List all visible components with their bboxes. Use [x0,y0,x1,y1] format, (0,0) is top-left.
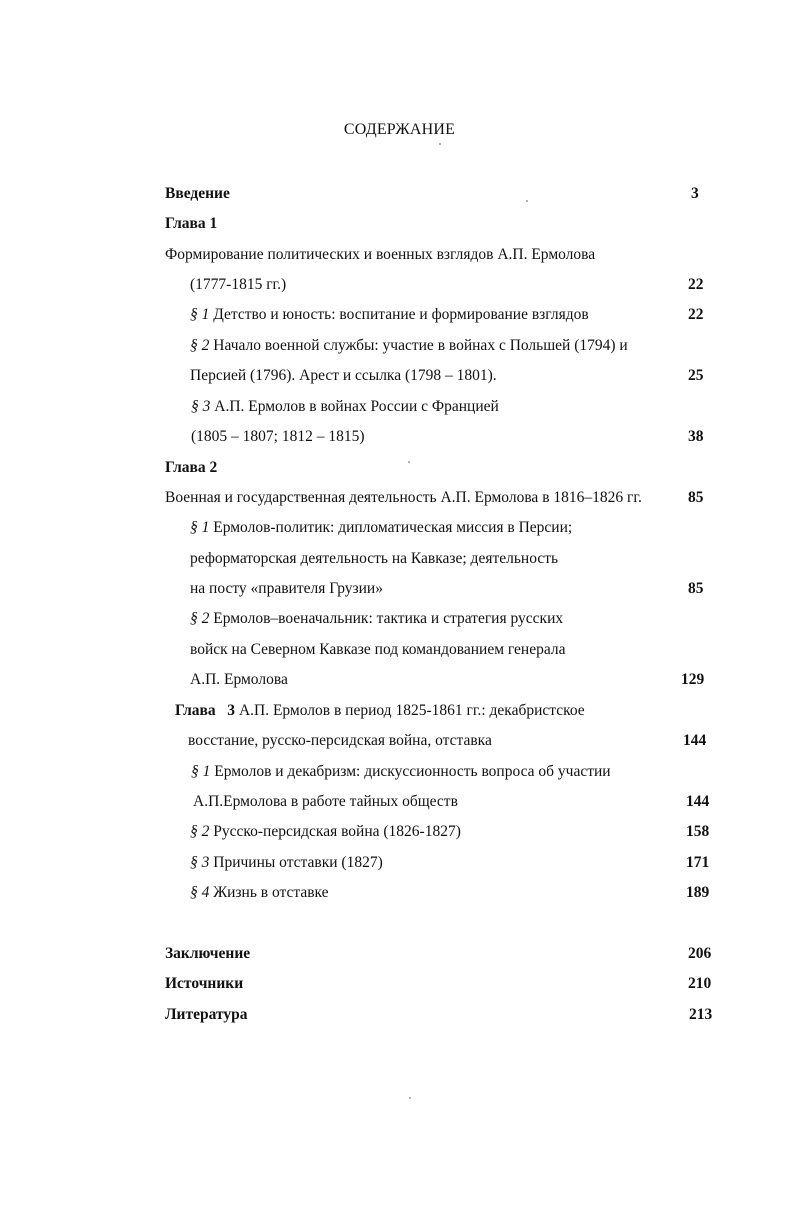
toc-chapter1-page: 22 [688,276,704,293]
toc-ch1-section3 [191,397,499,417]
toc-chapter3-title-line2: восстание, русско-персидская война, отставка [188,732,492,749]
toc-intro-page: 3 [691,185,699,202]
toc-ch2-section1-line3: на посту «правителя Грузии» [190,580,383,597]
toc-ch1-section2-page: 25 [688,367,704,384]
scan-speck [408,461,410,463]
toc-ch1-section1 [190,305,589,325]
toc-chapter3-heading: Глава 3 [175,702,236,719]
toc-ch2-section2-page: 129 [681,671,705,688]
toc-ch1-section3-page: 38 [688,428,704,445]
section-mark: § 2 [190,823,210,840]
toc-chapter2-heading: Глава 2 [165,459,218,476]
section-mark: § 4 [190,884,210,901]
toc-ch2-section2 [190,609,563,629]
toc-conclusion-page: 206 [688,945,712,962]
section-title: Ермолов–военачальник: тактика и стратегия русских [213,610,564,627]
toc-sources-page: 210 [688,975,712,992]
section-mark: § 1 [191,763,211,780]
toc-chapter1-title-line1: Формирование политических и военных взглядов А.П. Ермолова [165,246,596,263]
page-title: СОДЕРЖАНИЕ [343,121,456,138]
section-mark: § 2 [190,337,210,354]
scan-speck [526,200,528,202]
toc-intro-label: Введение [165,185,230,202]
section-title: Ермолов и декабризм: дискуссионность вопроса об участии [214,763,611,780]
toc-ch3-section2 [190,822,461,842]
toc-chapter3-page: 144 [683,732,707,749]
toc-ch3-section2-page: 158 [686,823,710,840]
toc-literature-page: 213 [689,1006,713,1023]
toc-chapter2-page: 85 [688,489,704,506]
scan-speck [439,143,441,145]
section-title: Начало военной службы: участие в войнах с Польшей (1794) и [213,337,628,354]
toc-ch3-section3-page: 171 [686,854,710,871]
toc-chapter3-title-line1: А.П. Ермолов в период 1825-1861 гг.: декабристское [238,702,585,719]
toc-ch2-section1-page: 85 [688,580,704,597]
toc-chapter2-title-line1: Военная и государственная деятельность А.П. Ермолова в 1816–1826 гг. [165,489,642,506]
section-mark: § 3 [190,854,210,871]
toc-ch3-section1-line2: А.П.Ермолова в работе тайных обществ [193,793,458,810]
toc-ch1-section2 [190,336,628,356]
toc-ch3-section3 [190,853,383,873]
toc-chapter1-heading: Глава 1 [165,215,218,232]
toc-ch1-section2-line2: Персией (1796). Арест и ссылка (1798 – 1801). [190,367,497,384]
toc-ch3-section4-page: 189 [686,884,710,901]
toc-ch2-section2-line2: войск на Северном Кавказе под командованием генерала [190,641,566,658]
toc-literature-label: Литература [165,1006,248,1023]
section-title: Причины отставки (1827) [213,854,383,871]
toc-ch2-section1-line2: реформаторская деятельность на Кавказе; деятельность [190,550,559,567]
section-title: А.П. Ермолов в войнах России с Францией [214,398,499,415]
section-mark: § 2 [190,610,210,627]
toc-ch3-section1-page: 144 [686,793,710,810]
section-mark: § 1 [190,519,210,536]
toc-chapter3 [175,701,585,721]
scan-speck [409,1097,411,1099]
section-title: Жизнь в отставке [213,884,329,901]
toc-ch3-section1 [191,762,611,782]
toc-ch1-section1-page: 22 [688,306,704,323]
toc-sources-label: Источники [165,975,244,992]
toc-conclusion-label: Заключение [165,945,251,962]
section-mark: § 1 [190,306,210,323]
section-title: Детство и юность: воспитание и формирование взглядов [213,306,589,323]
toc-ch2-section2-line3: А.П. Ермолова [190,671,288,688]
toc-ch2-section1 [190,518,572,538]
toc-ch1-section3-line2: (1805 – 1807; 1812 – 1815) [191,428,365,445]
section-title: Русско-персидская война (1826-1827) [213,823,461,840]
toc-chapter1-title-line2: (1777-1815 гг.) [190,276,287,293]
section-mark: § 3 [191,398,211,415]
toc-ch3-section4 [190,883,329,903]
section-title: Ермолов-политик: дипломатическая миссия в Персии; [213,519,573,536]
